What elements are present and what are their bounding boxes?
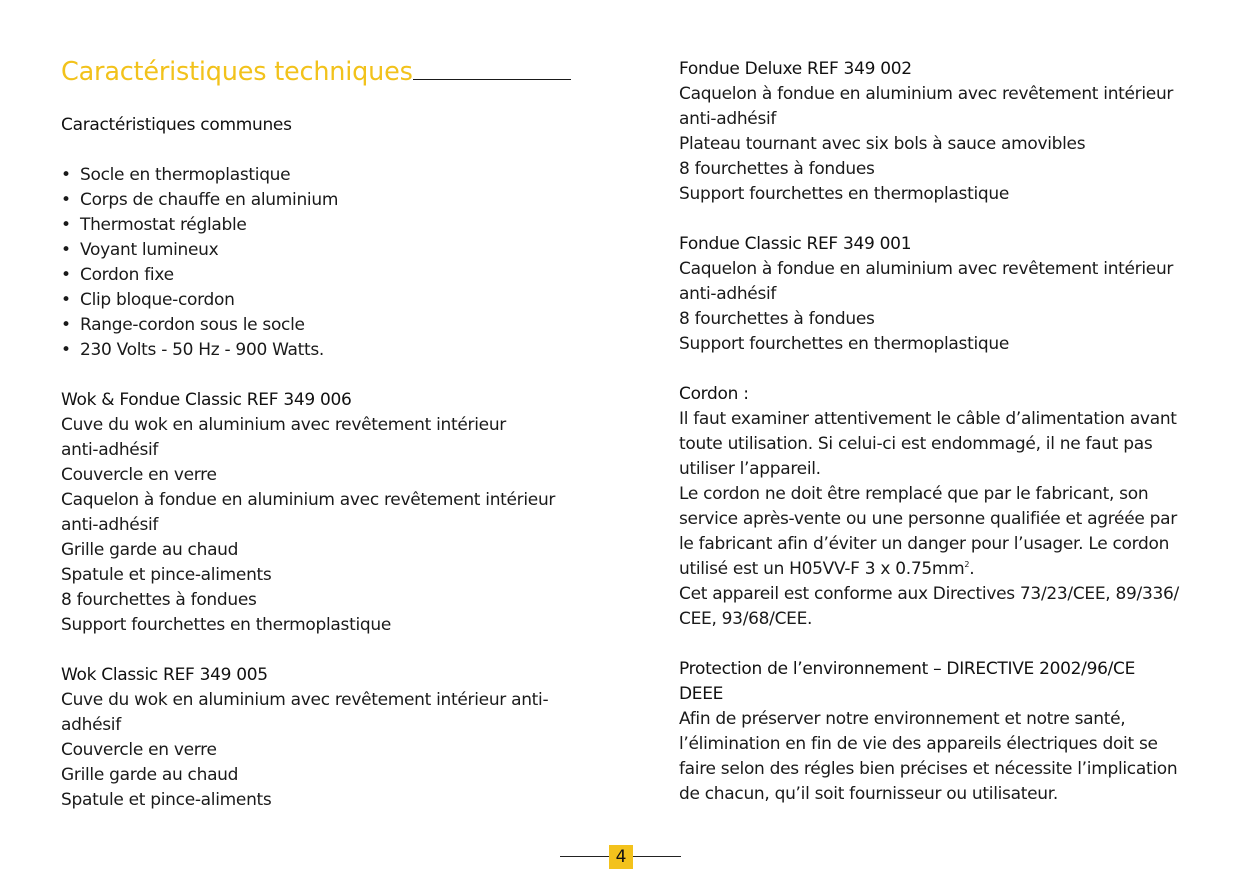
text-line: de chacun, qu’il soit fournisseur ou utilisateur. [679, 784, 1058, 804]
list-item: • Clip bloque-cordon [61, 290, 235, 310]
text-line: toute utilisation. Si celui-ci est endommagé, il ne faut pas [679, 434, 1153, 454]
page-title: Caractéristiques techniques [61, 57, 571, 87]
text-line: 8 fourchettes à fondues [679, 159, 875, 179]
page-number: 4 [609, 845, 633, 869]
text-line: 8 fourchettes à fondues [61, 590, 257, 610]
text-line: utilisé est un H05VV-F 3 x $0.75mm^2$. [679, 559, 975, 579]
text-line: Cuve du wok en aluminium avec revêtement intérieur anti- [61, 690, 549, 710]
text-line: Couvercle en verre [61, 465, 217, 485]
text-line: Caquelon à fondue en aluminium avec revêtement intérieur [61, 490, 556, 510]
fondue-deluxe-heading: Fondue Deluxe REF 349 002 [679, 59, 912, 79]
common-heading: Caractéristiques communes [61, 115, 292, 135]
cordon-heading: Cordon : [679, 384, 749, 404]
text-line: utiliser l’appareil. [679, 459, 821, 479]
text-line: Cet appareil est conforme aux Directives 73/23/CEE, 89/336/ [679, 584, 1179, 604]
wok-fondue-heading: Wok & Fondue Classic REF 349 006 [61, 390, 352, 410]
text-line: Support fourchettes en thermoplastique [679, 334, 1010, 354]
text-line: 8 fourchettes à fondues [679, 309, 875, 329]
environment-heading: Protection de l’environnement – DIRECTIVE 2002/96/CE [679, 659, 1136, 679]
list-item: • 230 Volts - 50 Hz - 900 Watts. [61, 340, 325, 360]
text-line: Cuve du wok en aluminium avec revêtement intérieur [61, 415, 506, 435]
text-line: Afin de préserver notre environnement et notre santé, [679, 709, 1126, 729]
text-line: Le cordon ne doit être remplacé que par le fabricant, son [679, 484, 1149, 504]
text-line: anti-adhésif [61, 440, 159, 460]
text-line: Grille garde au chaud [61, 540, 239, 560]
wok-classic-heading: Wok Classic REF 349 005 [61, 665, 268, 685]
text-line: Il faut examiner attentivement le câble d’alimentation avant [679, 409, 1177, 429]
page-number-footer [560, 845, 681, 869]
list-item: • Socle en thermoplastique [61, 165, 291, 185]
text-line: Support fourchettes en thermoplastique [679, 184, 1010, 204]
text-line: faire selon des régles bien précises et nécessite l’implication [679, 759, 1178, 779]
text-line: Couvercle en verre [61, 740, 217, 760]
text-line: service après-vente ou une personne qualifiée et agréée par [679, 509, 1177, 529]
text-line: Caquelon à fondue en aluminium avec revêtement intérieur [679, 84, 1174, 104]
text-line: Spatule et pince-aliments [61, 790, 272, 810]
text-line: CEE, 93/68/CEE. [679, 609, 813, 629]
text-line: Plateau tournant avec six bols à sauce amovibles [679, 134, 1086, 154]
list-item: • Cordon fixe [61, 265, 174, 285]
text-line: Caquelon à fondue en aluminium avec revêtement intérieur [679, 259, 1174, 279]
text-line: Grille garde au chaud [61, 765, 239, 785]
list-item: • Voyant lumineux [61, 240, 219, 260]
title-underline [413, 78, 571, 80]
environment-heading-cont: DEEE [679, 684, 724, 704]
text-line: anti-adhésif [679, 284, 777, 304]
text-line: adhésif [61, 715, 121, 735]
list-item: • Thermostat réglable [61, 215, 247, 235]
text-line: anti-adhésif [61, 515, 159, 535]
text-line: Support fourchettes en thermoplastique [61, 615, 392, 635]
text-line: Spatule et pince-aliments [61, 565, 272, 585]
list-item: • Range-cordon sous le socle [61, 315, 305, 335]
text-line: l’élimination en fin de vie des appareils électriques doit se [679, 734, 1158, 754]
fondue-classic-heading: Fondue Classic REF 349 001 [679, 234, 912, 254]
list-item: • Corps de chauffe en aluminium [61, 190, 339, 210]
text-line: anti-adhésif [679, 109, 777, 129]
text-line: le fabricant afin d’éviter un danger pour l’usager. Le cordon [679, 534, 1170, 554]
